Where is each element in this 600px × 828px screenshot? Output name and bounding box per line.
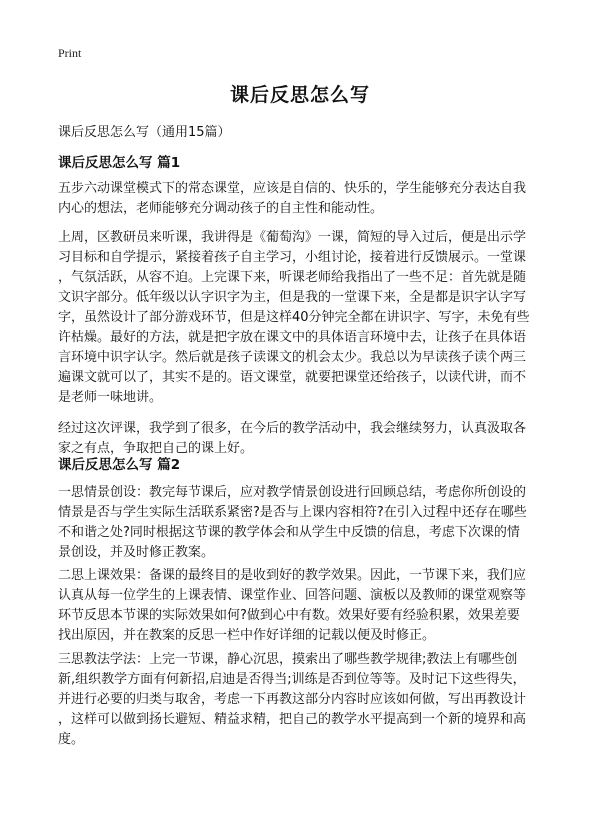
text-line: 上周，区教研员来听课，我讲得是《葡萄沟》一课，简短的导入过后，便是出示学: [58, 230, 527, 245]
text-line: 习目标和自学提示，紧接着孩子自主学习，小组讨论，接着进行反馈展示。一堂课: [58, 250, 527, 265]
text-line: 新,组织教学方面有何新招,启迪是否得当;训练是否到位等等。及时记下这些得失，: [58, 672, 526, 687]
section-heading-1: 课后反思怎么写 篇1: [58, 155, 181, 171]
section-heading-2: 课后反思怎么写 篇2: [58, 457, 181, 473]
text-line: 一思情景创设：教完每节课后，应对教学情景创设进行回顾总结，考虑你所创设的: [58, 485, 527, 500]
text-line: 许枯燥。最好的方法，就是把字放在课文中的具体语言环境中去，让孩子在具体语: [58, 330, 527, 345]
text-line: 二思上课效果：备课的最终目的是收到好的教学效果。因此，一节课下来，我们应: [58, 568, 527, 583]
text-line: 言环境中识字认字。然后就是孩子读课文的机会太少。我总以为早读孩子读个两三: [58, 350, 527, 365]
text-line: 遍课文就可以了，其实不是的。语文课堂，就要把课堂还给孩子，以读代讲，而不: [58, 370, 527, 385]
paragraph: [58, 566, 554, 646]
page-title: 课后反思怎么写: [229, 84, 370, 106]
text-line: 认真从每一位学生的上课表情、课堂作业、回答问题、演板以及教师的课堂观察等: [58, 588, 527, 603]
text-line: 并进行必要的归类与取舍，考虑一下再教这部分内容时应该如何做，写出再教设计: [58, 692, 527, 707]
paragraph: [58, 179, 554, 219]
text-line: ，这样可以做到扬长避短、精益求精，把自己的教学水平提高到一个新的境界和高: [58, 712, 527, 727]
print-link[interactable]: Print: [58, 46, 82, 60]
text-line: 经过这次评课，我学到了很多，在今后的教学活动中，我会继续努力，认真汲取各: [58, 421, 527, 436]
document-subtitle: 课后反思怎么写（通用15篇）: [58, 125, 231, 140]
text-line: 五步六动课堂模式下的常态课堂，应该是自信的、快乐的，学生能够充分表达自我: [58, 181, 527, 196]
text-line: 不和谐之处?同时根据这节课的教学体会和从学生中反馈的信息，考虑下次课的情: [58, 525, 520, 540]
text-line: 三思教法学法：上完一节课，静心沉思，摸索出了哪些教学规律;教法上有哪些创: [58, 652, 518, 667]
text-line: 环节反思本节课的实际效果如何?做到心中有数。效果好要有经验积累，效果差要: [58, 608, 520, 623]
text-line: 是老师一味地讲。: [58, 390, 163, 405]
paragraph: [58, 650, 554, 750]
text-line: 内心的想法，老师能够充分调动孩子的自主性和能动性。: [58, 201, 384, 216]
text-line: 度。: [58, 732, 85, 747]
text-line: 字，虽然设计了部分游戏环节，但是这样40分钟完全都在讲识字、写字，未免有些: [58, 310, 530, 325]
text-line: ，气氛活跃，从容不迫。上完课下来，听课老师给我指出了一些不足：首先就是随: [58, 270, 527, 285]
text-line: 找出原因，并在教案的反思一栏中作好详细的记载以便及时修正。: [58, 628, 436, 643]
text-line: 景创设，并及时修正教案。: [58, 545, 215, 560]
text-line: 文识字部分。低年级以认字识字为主，但是我的一堂课下来，全是都是识字认字写: [58, 290, 527, 305]
text-line: 情景是否与学生实际生活联系紧密?是否与上课内容相符?在引入过程中还存在哪些: [58, 505, 527, 520]
paragraph: [58, 483, 554, 563]
text-line: 家之有点，争取把自己的课上好。: [58, 441, 254, 456]
paragraph: [58, 228, 554, 408]
